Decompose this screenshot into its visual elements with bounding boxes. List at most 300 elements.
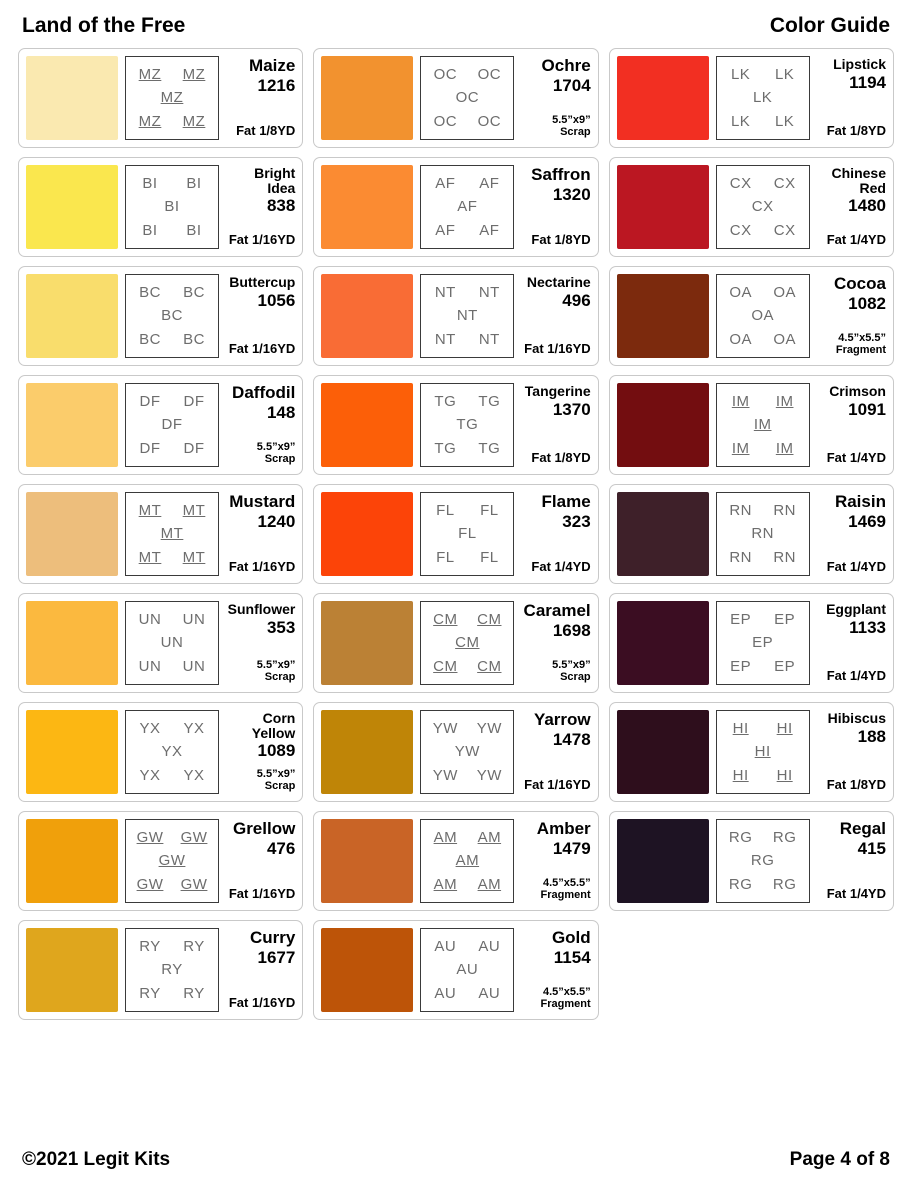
fabric-code: MT — [182, 548, 206, 566]
swatch-size — [827, 451, 886, 466]
swatch-card — [18, 157, 303, 257]
fabric-code-box — [716, 819, 810, 903]
color-number: 1677 — [257, 947, 296, 967]
color-name: Amber — [536, 819, 591, 838]
fabric-code: CX — [751, 198, 774, 216]
swatch-card — [313, 702, 598, 802]
fabric-code-box — [125, 56, 219, 140]
swatch-size-line: Fat 1/16YD — [228, 232, 296, 248]
fabric-code: RY — [139, 938, 161, 956]
code-row — [719, 764, 807, 787]
fabric-code: CX — [729, 175, 752, 193]
color-chip — [617, 492, 709, 576]
fabric-code: MT — [138, 502, 162, 520]
color-number: 476 — [266, 838, 296, 858]
fabric-code: YX — [183, 766, 205, 784]
swatch-meta — [810, 56, 886, 140]
swatch-meta-top — [233, 820, 295, 858]
color-name: Maize — [249, 56, 296, 75]
swatch-size — [827, 560, 886, 575]
swatch-meta — [514, 56, 590, 140]
fabric-code: LK — [752, 89, 773, 107]
color-name: Tangerine — [524, 383, 591, 399]
swatch-meta — [219, 601, 295, 685]
swatch-size — [531, 560, 590, 575]
swatch-meta-top — [826, 602, 886, 637]
fabric-code: UN — [138, 657, 162, 675]
code-row — [719, 63, 807, 86]
fabric-code: OC — [477, 66, 502, 84]
swatch-meta-top — [840, 820, 886, 858]
code-row — [423, 740, 511, 763]
fabric-code-box — [125, 492, 219, 576]
swatch-size-line: Scrap — [560, 126, 591, 139]
code-row — [423, 546, 511, 569]
code-row — [423, 413, 511, 436]
fabric-code-box — [716, 601, 810, 685]
swatch-size-line: Fat 1/8YD — [531, 232, 591, 248]
fabric-code: DF — [183, 393, 205, 411]
code-row — [128, 935, 216, 958]
color-chip — [26, 928, 118, 1012]
swatch-column-3 — [609, 48, 894, 911]
fabric-code: RG — [772, 875, 797, 893]
swatch-size — [524, 342, 590, 357]
fabric-code: YW — [454, 743, 480, 761]
swatch-meta-top — [828, 711, 886, 746]
fabric-code: AU — [478, 984, 501, 1002]
color-name: Hibiscus — [827, 710, 886, 726]
swatch-card — [18, 375, 303, 475]
swatch-size-line: Fat 1/4YD — [826, 886, 886, 902]
color-name: Regal — [839, 819, 886, 838]
swatch-meta-top — [225, 711, 295, 760]
fabric-code: CX — [773, 175, 796, 193]
code-row — [719, 281, 807, 304]
fabric-code: MZ — [182, 66, 206, 84]
color-number: 1320 — [552, 184, 591, 204]
color-chip — [321, 383, 413, 467]
code-row — [128, 655, 216, 678]
fabric-code: FL — [480, 548, 499, 566]
fabric-code: NT — [434, 284, 456, 302]
code-row — [423, 826, 511, 849]
fabric-code: IM — [731, 439, 750, 457]
swatch-card — [313, 266, 598, 366]
swatch-size-line: Fat 1/4YD — [826, 232, 886, 248]
swatch-size-line: Fat 1/8YD — [531, 450, 591, 466]
code-row — [128, 826, 216, 849]
swatch-size-line: 5.5”x9” — [256, 658, 296, 671]
swatch-meta-top — [542, 493, 591, 531]
swatch-size — [827, 887, 886, 902]
fabric-code: RG — [772, 829, 797, 847]
color-name: Crimson — [829, 383, 886, 399]
color-name: Curry — [249, 928, 296, 947]
swatch-size — [257, 659, 296, 684]
code-row — [423, 935, 511, 958]
code-row — [423, 631, 511, 654]
code-row — [128, 63, 216, 86]
fabric-code: NT — [478, 330, 500, 348]
color-name: Caramel — [523, 601, 591, 620]
color-chip — [321, 492, 413, 576]
color-chip — [321, 274, 413, 358]
fabric-code: FL — [436, 502, 455, 520]
code-row — [719, 849, 807, 872]
swatch-size — [827, 233, 886, 248]
color-chip — [321, 819, 413, 903]
color-name: Mustard — [229, 492, 296, 511]
swatch-size-line: Scrap — [560, 671, 591, 684]
fabric-code: AM — [477, 875, 502, 893]
fabric-code-box — [716, 492, 810, 576]
fabric-code: HI — [732, 720, 749, 738]
code-row — [128, 86, 216, 109]
code-row — [423, 764, 511, 787]
swatch-card — [18, 811, 303, 911]
fabric-code: CM — [477, 657, 502, 675]
fabric-code: RN — [729, 548, 752, 566]
swatch-meta-top — [537, 820, 591, 858]
code-row — [719, 499, 807, 522]
swatch-size — [229, 996, 295, 1011]
code-row — [719, 873, 807, 896]
color-chip — [321, 710, 413, 794]
swatch-size — [552, 114, 591, 139]
color-number: 1479 — [552, 838, 591, 858]
color-name: Yarrow — [533, 710, 591, 729]
fabric-code: EP — [730, 611, 752, 629]
swatch-size-line: Fat 1/16YD — [228, 559, 296, 575]
fabric-code: FL — [458, 525, 477, 543]
swatch-size — [229, 233, 295, 248]
swatch-size-line: Fat 1/8YD — [236, 123, 296, 139]
copyright-text: ©2021 Legit Kits — [22, 1149, 171, 1170]
swatch-card — [609, 48, 894, 148]
fabric-code: YX — [161, 743, 183, 761]
color-number: 1240 — [257, 511, 296, 531]
fabric-code: GW — [136, 829, 164, 847]
fabric-code: MZ — [182, 112, 206, 130]
fabric-code-box — [716, 710, 810, 794]
swatch-meta-top — [249, 57, 295, 95]
swatch-meta — [514, 274, 590, 358]
code-row — [423, 499, 511, 522]
swatch-meta-top — [829, 384, 886, 419]
fabric-code: MZ — [138, 66, 162, 84]
swatch-meta-top — [534, 711, 591, 749]
swatch-meta-top — [524, 602, 591, 640]
fabric-code-box — [420, 383, 514, 467]
code-row — [128, 304, 216, 327]
fabric-code-box — [125, 383, 219, 467]
swatch-size — [229, 560, 295, 575]
fabric-code: MZ — [160, 89, 184, 107]
fabric-code: EP — [774, 657, 796, 675]
swatch-card — [313, 157, 598, 257]
color-number: 148 — [266, 402, 296, 422]
fabric-code: AF — [479, 175, 500, 193]
swatch-meta — [514, 601, 590, 685]
fabric-code: DF — [139, 439, 161, 457]
swatch-card — [18, 266, 303, 366]
fabric-code: IM — [731, 393, 750, 411]
swatch-size-line: Fat 1/16YD — [524, 341, 591, 357]
fabric-code-box — [716, 56, 810, 140]
swatch-size — [236, 124, 295, 139]
color-number: 1478 — [552, 729, 591, 749]
code-row — [128, 717, 216, 740]
fabric-code: OA — [751, 307, 774, 325]
fabric-code: RN — [773, 548, 796, 566]
fabric-code: MT — [160, 525, 184, 543]
swatch-size-line: Fat 1/16YD — [228, 886, 296, 902]
swatch-meta-top — [225, 166, 295, 215]
color-number: 1216 — [257, 75, 296, 95]
fabric-code: MZ — [138, 112, 162, 130]
fabric-code-box — [420, 165, 514, 249]
swatch-meta — [219, 928, 295, 1012]
fabric-code: GW — [180, 875, 208, 893]
color-chip — [26, 165, 118, 249]
fabric-code: AM — [477, 829, 502, 847]
color-number: 1091 — [848, 399, 886, 419]
color-number: 1082 — [848, 293, 886, 313]
fabric-code-box — [125, 601, 219, 685]
fabric-code: AM — [433, 875, 458, 893]
fabric-code: FL — [436, 548, 455, 566]
color-number: 1704 — [552, 75, 591, 95]
fabric-code: NT — [434, 330, 456, 348]
fabric-code: AF — [457, 198, 478, 216]
fabric-code: DF — [183, 439, 205, 457]
fabric-code: BI — [164, 198, 180, 216]
code-row — [128, 413, 216, 436]
fabric-code-box — [420, 56, 514, 140]
swatch-card — [609, 484, 894, 584]
swatch-size-line: Fat 1/8YD — [826, 777, 886, 793]
code-row — [128, 390, 216, 413]
fabric-code: AM — [433, 829, 458, 847]
code-row — [128, 110, 216, 133]
swatch-size-line: Fat 1/4YD — [826, 559, 886, 575]
color-chip — [321, 165, 413, 249]
code-row — [423, 86, 511, 109]
page-number: Page 4 of 8 — [789, 1149, 890, 1170]
fabric-code: AF — [435, 221, 456, 239]
fabric-code: TG — [478, 393, 501, 411]
fabric-code: YX — [139, 766, 161, 784]
color-chip — [321, 601, 413, 685]
code-row — [128, 849, 216, 872]
code-row — [719, 172, 807, 195]
code-row — [128, 958, 216, 981]
fabric-code: LK — [774, 66, 795, 84]
fabric-code: LK — [774, 112, 795, 130]
swatch-meta-top — [552, 929, 591, 967]
color-chip — [617, 274, 709, 358]
swatch-card — [313, 593, 598, 693]
swatch-size — [827, 124, 886, 139]
swatch-card — [313, 484, 598, 584]
fabric-code: RY — [183, 938, 205, 956]
swatch-card — [18, 702, 303, 802]
swatch-size — [827, 778, 886, 793]
color-name: Sunflower — [227, 601, 296, 617]
code-row — [128, 546, 216, 569]
color-name: Corn Yellow — [251, 710, 296, 741]
code-row — [423, 195, 511, 218]
swatch-meta — [810, 710, 886, 794]
code-row — [719, 86, 807, 109]
color-chip — [26, 710, 118, 794]
swatch-size-line: 4.5”x5.5” — [542, 985, 591, 998]
quilt-title: Land of the Free — [22, 14, 186, 37]
code-row — [423, 849, 511, 872]
fabric-code: GW — [158, 852, 186, 870]
fabric-code: OC — [433, 112, 458, 130]
fabric-code: BC — [183, 284, 205, 302]
fabric-code: GW — [136, 875, 164, 893]
color-chip — [26, 274, 118, 358]
color-number: 1089 — [257, 741, 296, 761]
page-footer — [18, 1141, 894, 1171]
color-chip — [617, 819, 709, 903]
swatch-size — [541, 877, 591, 902]
fabric-code: AU — [434, 984, 457, 1002]
color-number: 1469 — [848, 511, 886, 531]
fabric-code: UN — [138, 611, 162, 629]
fabric-code: RY — [139, 984, 161, 1002]
swatch-size-line: 4.5”x5.5” — [838, 331, 886, 344]
fabric-code: CX — [729, 221, 752, 239]
fabric-code-box — [420, 710, 514, 794]
code-row — [128, 522, 216, 545]
swatch-size-line: 5.5”x9” — [552, 658, 591, 671]
code-row — [719, 608, 807, 631]
fabric-code: HI — [754, 743, 771, 761]
fabric-code: IM — [753, 416, 772, 434]
color-name: Ochre — [541, 56, 591, 75]
fabric-code-box — [125, 710, 219, 794]
color-chip — [617, 165, 709, 249]
code-row — [128, 195, 216, 218]
swatch-meta — [514, 928, 590, 1012]
code-row — [128, 437, 216, 460]
fabric-code: TG — [478, 439, 501, 457]
fabric-code: UN — [182, 611, 206, 629]
code-row — [719, 219, 807, 242]
fabric-code: BC — [139, 330, 161, 348]
swatch-meta-top — [833, 57, 886, 92]
fabric-code: MT — [182, 502, 206, 520]
fabric-code: OA — [773, 284, 796, 302]
code-row — [719, 631, 807, 654]
swatch-size-line: Scrap — [264, 780, 296, 793]
fabric-code: RG — [728, 829, 753, 847]
code-row — [128, 873, 216, 896]
fabric-code: LK — [730, 66, 751, 84]
color-name: Lipstick — [833, 56, 886, 72]
swatch-card — [18, 48, 303, 148]
fabric-code: YW — [476, 720, 502, 738]
color-number: 1480 — [848, 196, 886, 216]
color-number: 1133 — [849, 617, 886, 637]
fabric-code: RY — [183, 984, 205, 1002]
code-row — [719, 522, 807, 545]
swatch-meta — [219, 819, 295, 903]
fabric-code: TG — [434, 393, 457, 411]
swatch-size-line: Fat 1/4YD — [531, 559, 591, 575]
fabric-code: HI — [776, 720, 793, 738]
code-row — [423, 608, 511, 631]
swatch-card — [609, 375, 894, 475]
page-header — [18, 14, 894, 48]
code-row — [719, 110, 807, 133]
code-row — [128, 172, 216, 195]
swatch-card — [313, 920, 598, 1020]
page-title: Color Guide — [769, 14, 890, 37]
color-name: Saffron — [531, 165, 591, 184]
color-name: Chinese Red — [831, 165, 886, 196]
code-row — [423, 281, 511, 304]
color-name: Flame — [541, 492, 591, 511]
code-row — [128, 499, 216, 522]
color-number: 838 — [266, 196, 296, 216]
swatch-size — [524, 778, 590, 793]
code-row — [423, 63, 511, 86]
code-row — [719, 717, 807, 740]
color-name: Grellow — [232, 819, 296, 838]
code-row — [128, 608, 216, 631]
fabric-code: IM — [775, 439, 794, 457]
code-row — [423, 172, 511, 195]
fabric-code: YX — [139, 720, 161, 738]
swatch-meta — [219, 274, 295, 358]
fabric-code: UN — [160, 634, 184, 652]
color-name: Buttercup — [229, 274, 296, 290]
fabric-code: OC — [477, 112, 502, 130]
code-row — [128, 281, 216, 304]
swatch-meta-top — [542, 57, 591, 95]
color-number: 353 — [266, 617, 296, 637]
swatch-size-line: Scrap — [264, 671, 296, 684]
fabric-code: AU — [434, 938, 457, 956]
swatch-meta — [810, 165, 886, 249]
swatch-meta — [514, 819, 590, 903]
swatch-meta — [810, 383, 886, 467]
fabric-code: CM — [455, 634, 480, 652]
swatch-meta — [219, 492, 295, 576]
fabric-code: BI — [142, 221, 158, 239]
code-row — [719, 304, 807, 327]
swatch-size — [836, 332, 886, 357]
fabric-code: GW — [180, 829, 208, 847]
fabric-code: CX — [773, 221, 796, 239]
fabric-code: OC — [455, 89, 480, 107]
swatch-meta-top — [229, 493, 295, 531]
swatch-meta — [810, 274, 886, 358]
color-name: Cocoa — [834, 274, 886, 293]
swatch-meta-top — [816, 166, 886, 215]
swatch-card — [18, 593, 303, 693]
color-number: 323 — [562, 511, 591, 531]
fabric-code: RN — [729, 502, 752, 520]
swatch-meta — [219, 710, 295, 794]
code-row — [719, 328, 807, 351]
fabric-code-box — [125, 928, 219, 1012]
